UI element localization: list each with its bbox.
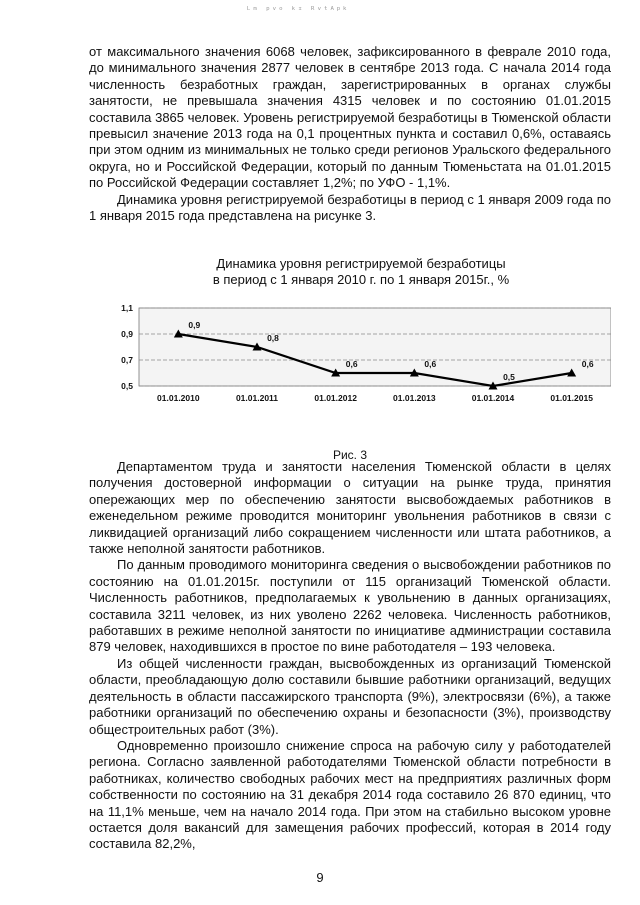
x-tick-label: 01.01.2013 xyxy=(393,393,436,403)
figure-3 xyxy=(89,256,611,462)
x-tick-label: 01.01.2012 xyxy=(314,393,357,403)
data-label: 0,8 xyxy=(267,333,279,343)
line-chart xyxy=(89,300,611,420)
paragraph: По данным проводимого мониторинга сведения о высвобождении работников по состоянию на 01.01.2015г. поступили от 115 организаций Тюменской области. Численность работников, предполагаемых к увольнению в данных организациях, составила 3211 человек, из них уволено 2262 человека. Численность работников, работавших в режиме неполной занятости по инициативе администрации составила 879 человек, находившихся в простое по вине работодателя – 193 человека. xyxy=(89,557,611,655)
text-block-top xyxy=(89,44,611,224)
data-label: 0,6 xyxy=(345,359,358,369)
data-label: 0,6 xyxy=(424,359,437,369)
text-block-bottom xyxy=(89,459,611,853)
y-tick-label: 1,1 xyxy=(121,303,133,313)
y-tick-label: 0,9 xyxy=(121,329,133,339)
paragraph: Из общей численности граждан, высвобожденных из организаций Тюменской области, преобладающую долю составили бывшие работники организаций, ведущих деятельность в области пассажирского транспорта (9%), электросвязи (6%), а также работники организаций по обеспечению охраны и безопасности (3%), производству общестроительных работ (3%). xyxy=(89,655,611,737)
x-tick-label: 01.01.2010 xyxy=(157,393,200,403)
chart-title-line-2: в период с 1 января 2010 г. по 1 января 2015г., % xyxy=(212,272,510,287)
paragraph: Департаментом труда и занятости населения Тюменской области в целях получения достоверной информации о ситуации на рынке труда, принятия опережающих мер по обеспечению занятости высвобождаемых работников в еженедельном режиме проводится мониторинг увольнения работников в связи с ликвидацией организаций либо сокращением численности или штата работников, а также неполной занятости работников. xyxy=(89,459,611,557)
plot-area xyxy=(139,308,611,386)
page-number: 9 xyxy=(316,870,324,885)
y-tick-label: 0,7 xyxy=(121,355,133,365)
x-tick-label: 01.01.2015 xyxy=(550,393,593,403)
data-label: 0,6 xyxy=(581,359,594,369)
data-label: 0,9 xyxy=(188,320,201,330)
chart-title-line-1: Динамика уровня регистрируемой безработицы xyxy=(216,256,506,271)
x-tick-label: 01.01.2014 xyxy=(471,393,515,403)
figure-caption: Рис. 3 xyxy=(332,448,368,462)
x-tick-label: 01.01.2011 xyxy=(235,393,279,403)
chart-title xyxy=(111,256,611,288)
header-stamp: ᴸᵐ ᵖᵛᵒ ᵏᶦ ᴿᵛᵗᴬᵖᵏ xyxy=(246,6,349,16)
paragraph: от максимального значения 6068 человек, зафиксированного в феврале 2010 года, до минимального значения 2877 человек в сентябре 2013 года. С начала 2014 года численность безработных граждан, зарегистрированных в органах службы занятости, не превышала значения 4315 человек и по состоянию 01.01.2015 составила 3865 человек. Уровень регистрируемой безработицы в Тюменской области превысил значение 2013 года на 0,1 процентных пункта и составил 0,6%, оставаясь при этом одним из минимальных не только среди регионов Уральского федерального округа, но и Российской Федерации, который по данным Тюменьстата на 01.01.2015 по Российской Федерации составляет 1,2%; по УФО - 1,1%. xyxy=(89,44,611,191)
y-tick-label: 0,5 xyxy=(121,381,133,391)
paragraph: Динамика уровня регистрируемой безработицы в период с 1 января 2009 года по 1 января 2015 года представлена на рисунке 3. xyxy=(89,191,611,224)
paragraph: Одновременно произошло снижение спроса на рабочую силу у работодателей региона. Согласно заявленной работодателями Тюменской области потребности в работниках, количество свободных рабочих мест на предприятиях различных форм собственности по состоянию на 31 декабря 2014 года составило 26 870 единиц, что на 11,1% меньше, чем на начало 2014 года. При этом на стабильно высоком уровне остается доля вакансий для замещения рабочих профессий, которая в 2014 году составила 82,2%, xyxy=(89,737,611,852)
document-page xyxy=(89,44,611,852)
data-label: 0,5 xyxy=(503,372,515,382)
